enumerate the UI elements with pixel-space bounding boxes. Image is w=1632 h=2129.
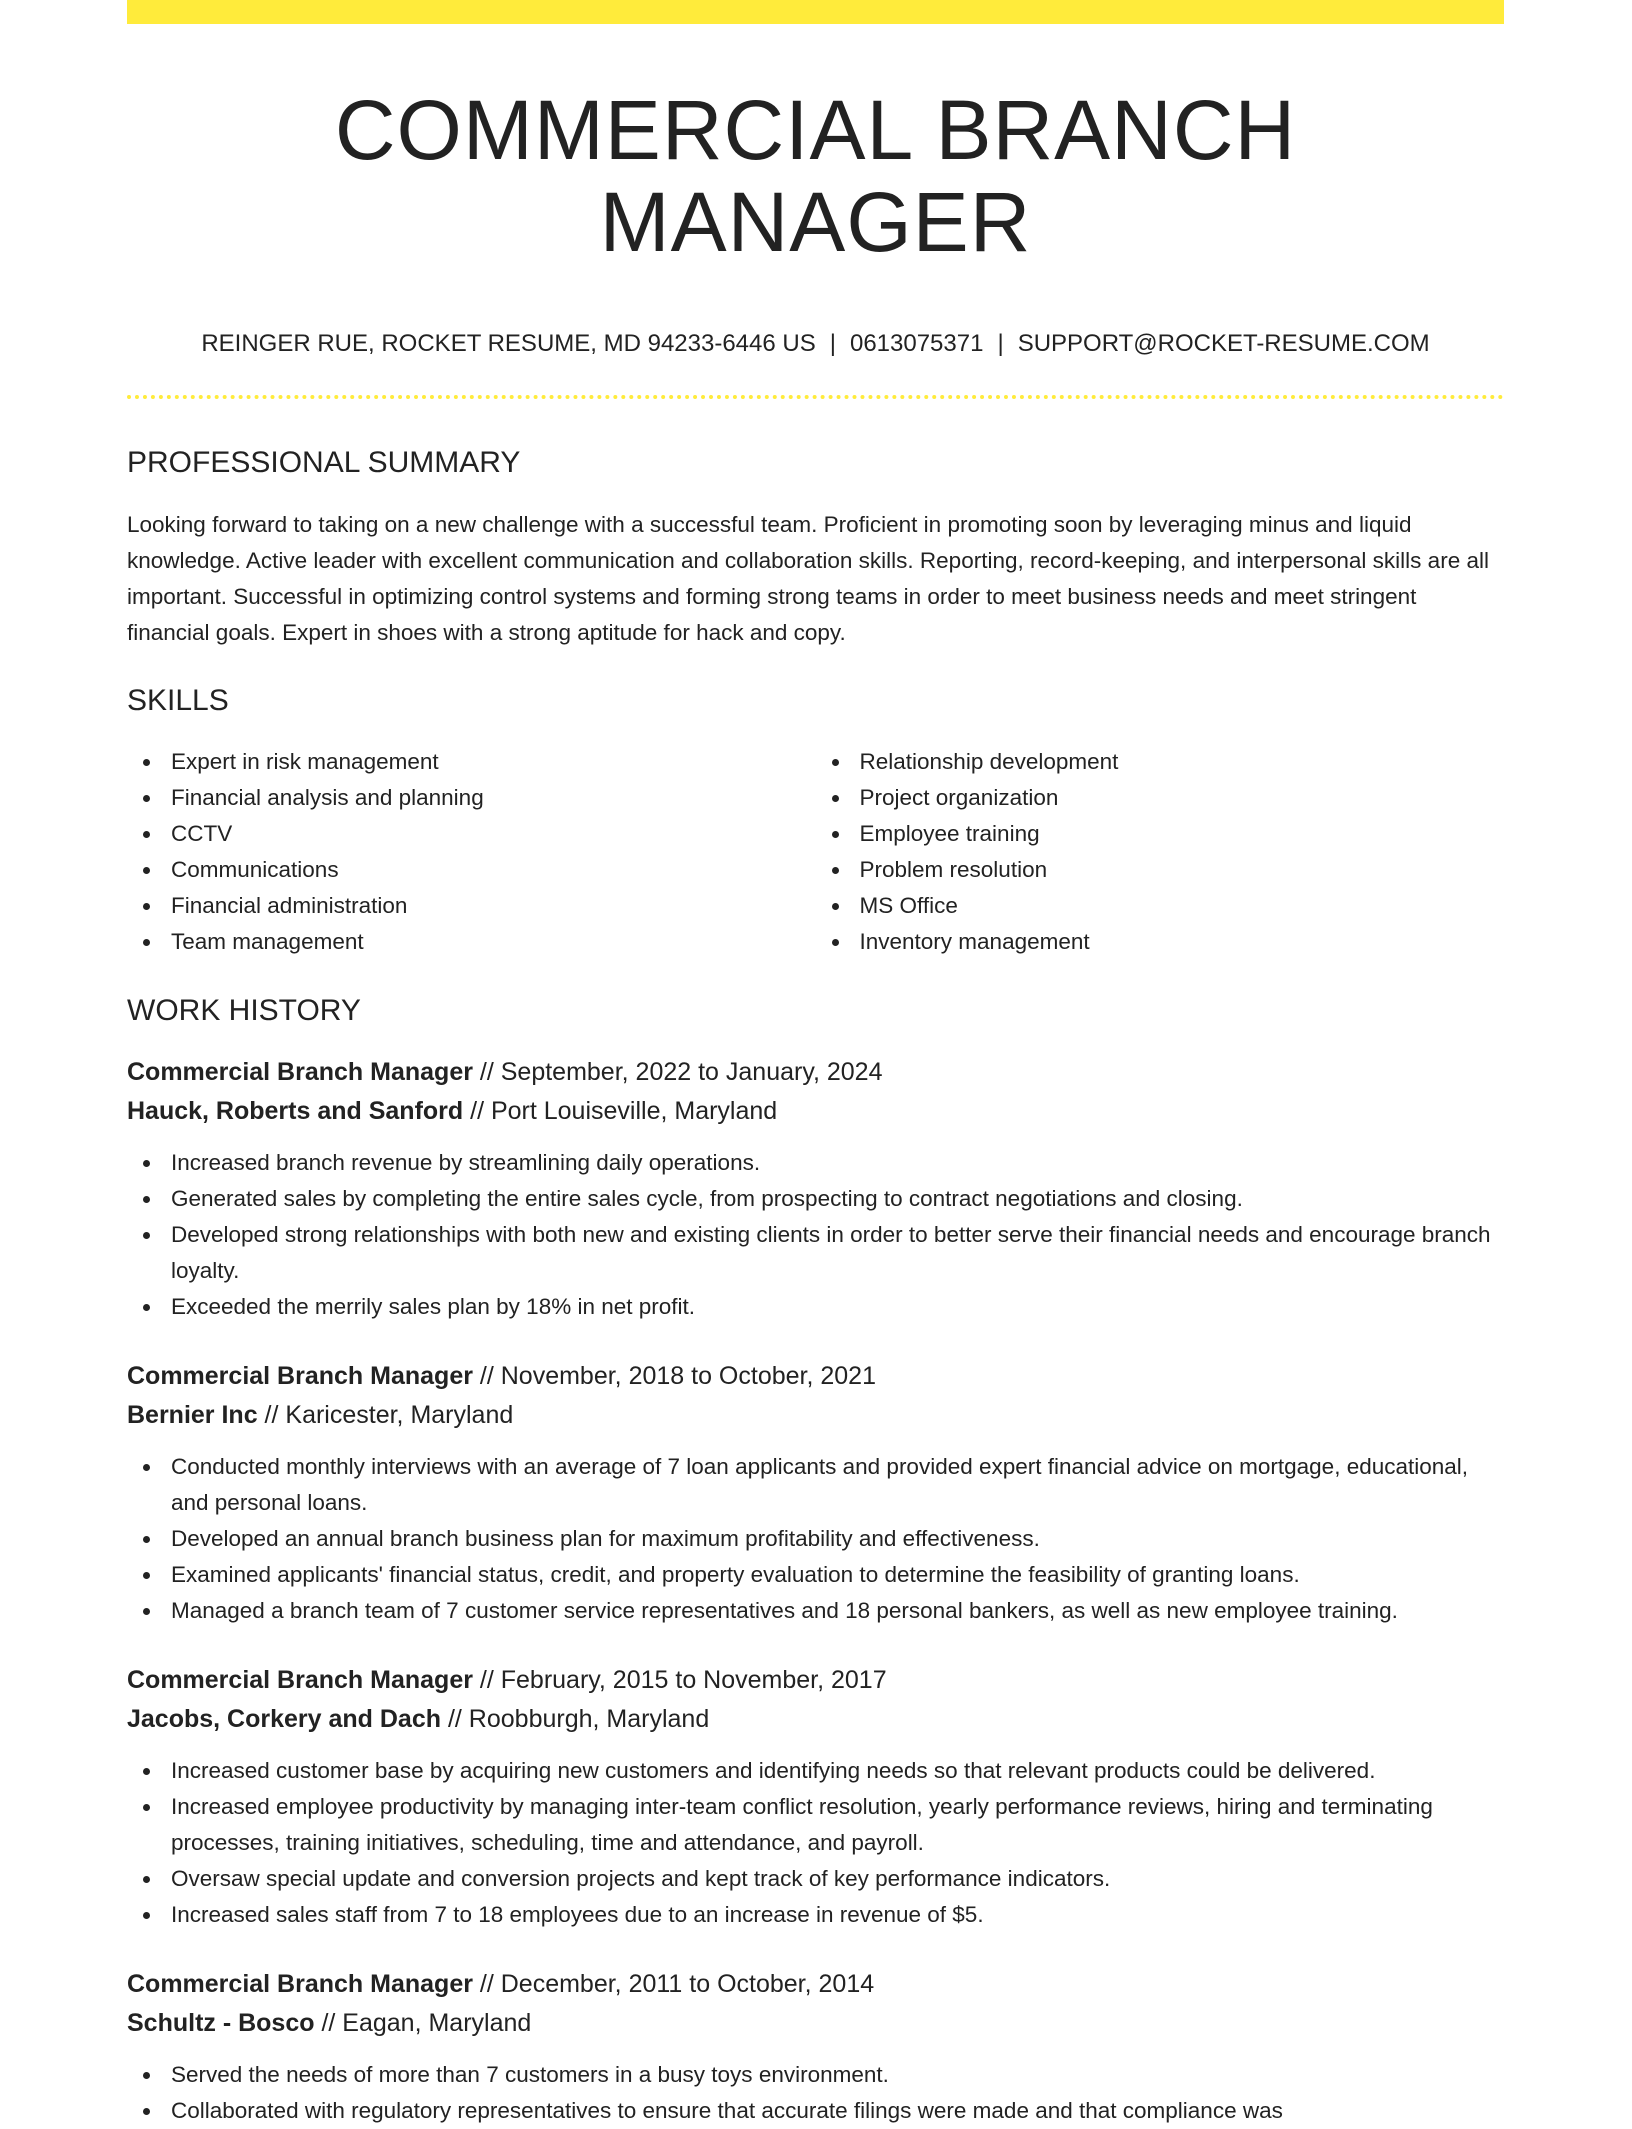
job-title-line	[127, 1661, 1504, 1700]
work-history-heading: WORK HISTORY	[127, 993, 361, 1027]
job-title-line	[127, 1357, 1504, 1396]
job-bullet: Developed an annual branch business plan for maximum profitability and effectiveness.	[127, 1521, 1504, 1557]
summary-text: Looking forward to taking on a new challenge with a successful team. Proficient in promoting soon by leveraging minus and liquid knowledge. Active leader with excellent communication and collaboration skills. Reporting, record-keeping, and interpersonal skills are all important. Successful in optimizing control systems and forming strong teams in order to meet business needs and meet stringent financial goals. Expert in shoes with a strong aptitude for hack and copy.	[127, 511, 1489, 645]
job-entry	[127, 1053, 1504, 1325]
job-location: // Eagan, Maryland	[314, 2008, 532, 2037]
contact-email: SUPPORT@ROCKET-RESUME.COM	[1017, 329, 1430, 357]
job-company: Jacobs, Corkery and Dach	[127, 1704, 442, 1733]
skills-right-column	[816, 744, 1505, 960]
skill-item: Relationship development	[816, 744, 1505, 780]
skill-item: MS Office	[816, 888, 1505, 924]
job-bullet: Increased branch revenue by streamlining daily operations.	[127, 1145, 1504, 1181]
job-dates: // November, 2018 to October, 2021	[472, 1361, 876, 1390]
skill-item: Financial administration	[127, 888, 816, 924]
dotted-divider	[127, 395, 1504, 399]
skill-item: Employee training	[816, 816, 1505, 852]
job-entry	[127, 1357, 1504, 1629]
skill-item: Expert in risk management	[127, 744, 816, 780]
job-title: Commercial Branch Manager	[127, 1057, 473, 1086]
contact-line	[127, 330, 1504, 359]
job-dates: // September, 2022 to January, 2024	[472, 1057, 883, 1086]
job-company-line	[127, 2004, 1504, 2043]
summary-heading: PROFESSIONAL SUMMARY	[127, 445, 521, 479]
job-bullet: Served the needs of more than 7 customers in a busy toys environment.	[127, 2057, 1504, 2093]
contact-separator: |	[829, 329, 836, 357]
accent-top-bar	[127, 0, 1504, 24]
job-bullets	[127, 2057, 1504, 2129]
job-entry	[127, 1965, 1504, 2129]
skill-item: Inventory management	[816, 924, 1505, 960]
skills-grid	[127, 744, 1504, 960]
job-company: Schultz - Bosco	[127, 2008, 315, 2037]
job-bullets	[127, 1753, 1504, 1933]
job-dates: // February, 2015 to November, 2017	[472, 1665, 887, 1694]
job-bullet: Conducted monthly interviews with an average of 7 loan applicants and provided expert financial advice on mortgage, educational, and personal loans.	[127, 1449, 1504, 1521]
job-company-line	[127, 1700, 1504, 1739]
job-company-line	[127, 1092, 1504, 1131]
job-bullet: Collaborated with regulatory representatives to ensure that accurate filings were made and that compliance was	[127, 2093, 1504, 2129]
contact-address: REINGER RUE, ROCKET RESUME, MD 94233-6446 US	[201, 329, 816, 357]
job-bullet: Exceeded the merrily sales plan by 18% in net profit.	[127, 1289, 1504, 1325]
job-location: // Roobburgh, Maryland	[441, 1704, 710, 1733]
job-dates: // December, 2011 to October, 2014	[472, 1969, 875, 1998]
contact-separator: |	[997, 329, 1004, 357]
job-title: Commercial Branch Manager	[127, 1361, 473, 1390]
job-bullet: Increased sales staff from 7 to 18 employees due to an increase in revenue of $5.	[127, 1897, 1504, 1933]
skill-item: Communications	[127, 852, 816, 888]
job-company-line	[127, 1396, 1504, 1435]
resume-page	[127, 0, 1504, 2129]
job-bullet: Increased customer base by acquiring new customers and identifying needs so that relevant products could be delivered.	[127, 1753, 1504, 1789]
job-title-line	[127, 1053, 1504, 1092]
job-bullet: Managed a branch team of 7 customer service representatives and 18 personal bankers, as well as new employee training.	[127, 1593, 1504, 1629]
job-company: Bernier Inc	[127, 1400, 258, 1429]
job-title-line	[127, 1965, 1504, 2004]
skill-item: Problem resolution	[816, 852, 1505, 888]
resume-title: COMMERCIAL BRANCH MANAGER	[334, 83, 1297, 270]
skills-left-column	[127, 744, 816, 960]
job-title: Commercial Branch Manager	[127, 1969, 473, 1998]
job-location: // Karicester, Maryland	[257, 1400, 514, 1429]
skill-item: Project organization	[816, 780, 1505, 816]
job-company: Hauck, Roberts and Sanford	[127, 1096, 464, 1125]
job-bullet: Increased employee productivity by managing inter-team conflict resolution, yearly performance reviews, hiring and terminating processes, training initiatives, scheduling, time and attendance, and payroll.	[127, 1789, 1504, 1861]
job-location: // Port Louiseville, Maryland	[463, 1096, 778, 1125]
skills-heading: SKILLS	[127, 683, 229, 717]
skill-item: CCTV	[127, 816, 816, 852]
job-bullets	[127, 1449, 1504, 1629]
contact-phone: 0613075371	[849, 329, 984, 357]
job-bullets	[127, 1145, 1504, 1325]
skill-item: Financial analysis and planning	[127, 780, 816, 816]
job-bullet: Oversaw special update and conversion projects and kept track of key performance indicators.	[127, 1861, 1504, 1897]
skill-item: Team management	[127, 924, 816, 960]
job-bullet: Developed strong relationships with both new and existing clients in order to better serve their financial needs and encourage branch loyalty.	[127, 1217, 1504, 1289]
job-bullet: Examined applicants' financial status, credit, and property evaluation to determine the feasibility of granting loans.	[127, 1557, 1504, 1593]
job-title: Commercial Branch Manager	[127, 1665, 473, 1694]
job-bullet: Generated sales by completing the entire sales cycle, from prospecting to contract negotiations and closing.	[127, 1181, 1504, 1217]
job-entry	[127, 1661, 1504, 1933]
